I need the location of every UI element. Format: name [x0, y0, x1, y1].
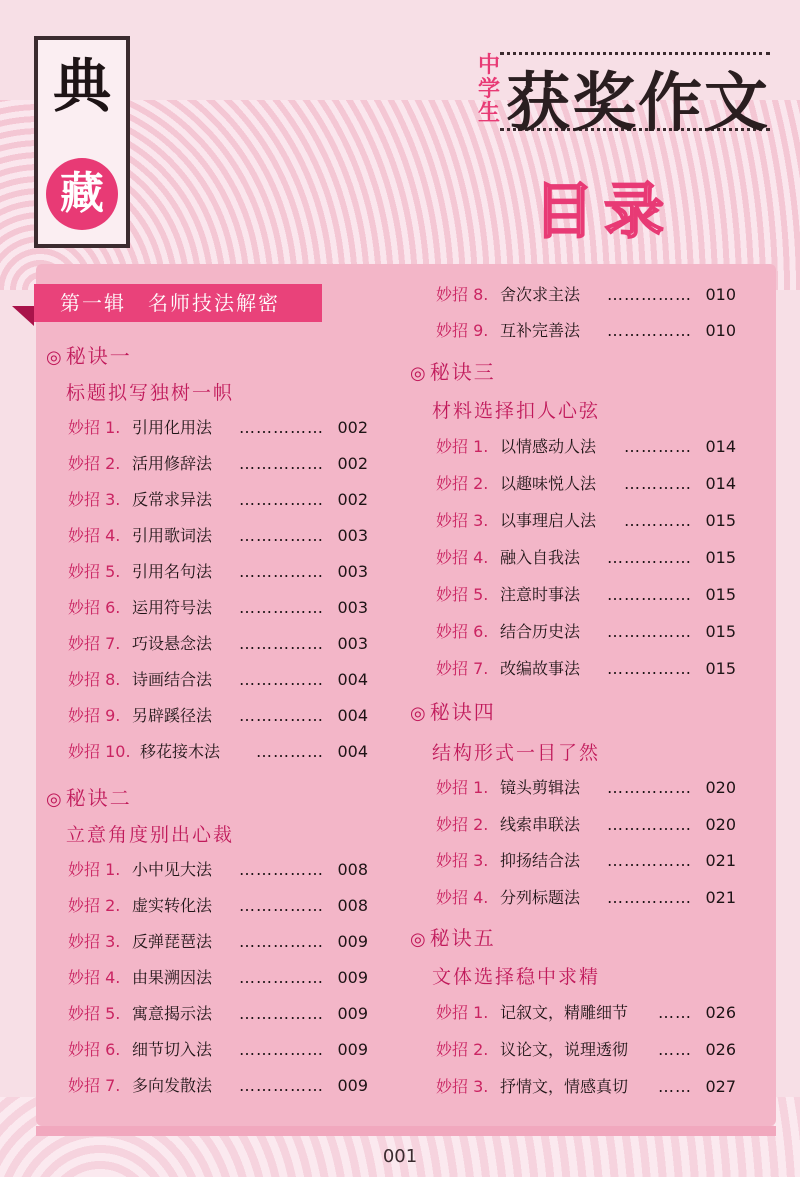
target-icon: ◎ — [410, 703, 428, 724]
toc-entry[interactable]: 妙招 1. 小中见大法 …………… 008 — [68, 860, 368, 879]
secret-topic: 结构形式一目了然 — [432, 742, 601, 764]
secret-heading: ◎ 秘诀五 — [410, 926, 496, 950]
section-banner: 第一辑 名师技法解密 — [34, 284, 322, 322]
toc-entry[interactable]: 妙招 4. 分列标题法 …………… 021 — [436, 888, 736, 907]
collection-logo — [34, 36, 130, 248]
toc-entry[interactable]: 妙招 3. 反常求异法 …………… 002 — [68, 490, 368, 509]
toc-entry[interactable]: 妙招 3. 以事理启人法 ………… 015 — [436, 511, 736, 530]
toc-entry[interactable]: 妙招 2. 线索串联法 …………… 020 — [436, 815, 736, 834]
toc-entry[interactable]: 妙招 9. 另辟蹊径法 …………… 004 — [68, 706, 368, 725]
toc-entry[interactable]: 妙招 6. 结合历史法 …………… 015 — [436, 622, 736, 641]
toc-entry[interactable]: 妙招 1. 记叙文，精雕细节 …… 026 — [436, 1003, 736, 1022]
toc-entry[interactable]: 妙招 5. 寓意揭示法 …………… 009 — [68, 1004, 368, 1023]
toc-entry[interactable]: 妙招 6. 运用符号法 …………… 003 — [68, 598, 368, 617]
logo-char-dian: 典 — [52, 52, 111, 120]
secret-topic: 标题拟写独树一帜 — [66, 382, 235, 404]
secret-topic: 文体选择稳中求精 — [432, 966, 601, 988]
toc-entry[interactable]: 妙招 2. 虚实转化法 …………… 008 — [68, 896, 368, 915]
toc-entry[interactable]: 妙招 2. 活用修辞法 …………… 002 — [68, 454, 368, 473]
toc-entry[interactable]: 妙招 1. 镜头剪辑法 …………… 020 — [436, 778, 736, 797]
target-icon: ◎ — [46, 347, 64, 368]
toc-entry[interactable]: 妙招 3. 抑扬结合法 …………… 021 — [436, 851, 736, 870]
page-number: 001 — [382, 1146, 418, 1167]
logo-char-cang: 藏 — [46, 158, 118, 230]
series-subtitle: 中学生 — [478, 53, 501, 126]
target-icon: ◎ — [410, 363, 428, 384]
toc-entry[interactable]: 妙招 2. 以趣味悦人法 ………… 014 — [436, 474, 736, 493]
toc-entry[interactable]: 妙招 6. 细节切入法 …………… 009 — [68, 1040, 368, 1059]
toc-entry[interactable]: 妙招 1. 引用化用法 …………… 002 — [68, 418, 368, 437]
secret-heading: ◎ 秘诀四 — [410, 700, 496, 724]
toc-entry[interactable]: 妙招 10. 移花接木法 ………… 004 — [68, 742, 368, 761]
target-icon: ◎ — [410, 929, 428, 950]
toc-entry[interactable]: 妙招 7. 巧设悬念法 …………… 003 — [68, 634, 368, 653]
secret-heading: ◎ 秘诀一 — [46, 344, 132, 368]
toc-entry[interactable]: 妙招 8. 诗画结合法 …………… 004 — [68, 670, 368, 689]
toc-entry[interactable]: 妙招 4. 融入自我法 …………… 015 — [436, 548, 736, 567]
toc-entry[interactable]: 妙招 5. 引用名句法 …………… 003 — [68, 562, 368, 581]
secret-heading: ◎ 秘诀二 — [46, 786, 132, 810]
toc-entry[interactable]: 妙招 3. 反弹琵琶法 …………… 009 — [68, 932, 368, 951]
toc-entry[interactable]: 妙招 2. 议论文，说理透彻 …… 026 — [436, 1040, 736, 1059]
toc-entry[interactable]: 妙招 9. 互补完善法 …………… 010 — [436, 321, 736, 340]
banner-fold — [12, 306, 34, 326]
toc-entry[interactable]: 妙招 1. 以情感动人法 ………… 014 — [436, 437, 736, 456]
target-icon: ◎ — [46, 789, 64, 810]
panel-bottom-strip — [36, 1126, 776, 1136]
toc-entry[interactable]: 妙招 4. 引用歌词法 …………… 003 — [68, 526, 368, 545]
toc-entry[interactable]: 妙招 7. 多向发散法 …………… 009 — [68, 1076, 368, 1095]
toc-title: 目录 — [534, 177, 674, 247]
secret-heading: ◎ 秘诀三 — [410, 360, 496, 384]
secret-topic: 材料选择扣人心弦 — [432, 400, 601, 422]
secret-topic: 立意角度别出心裁 — [66, 824, 235, 846]
toc-entry[interactable]: 妙招 3. 抒情文，情感真切 …… 027 — [436, 1077, 736, 1096]
toc-entry[interactable]: 妙招 5. 注意时事法 …………… 015 — [436, 585, 736, 604]
toc-entry[interactable]: 妙招 4. 由果溯因法 …………… 009 — [68, 968, 368, 987]
toc-entry[interactable]: 妙招 7. 改编故事法 …………… 015 — [436, 659, 736, 678]
series-title: 获奖作文 — [506, 67, 770, 141]
toc-entry[interactable]: 妙招 8. 舍次求主法 …………… 010 — [436, 285, 736, 304]
